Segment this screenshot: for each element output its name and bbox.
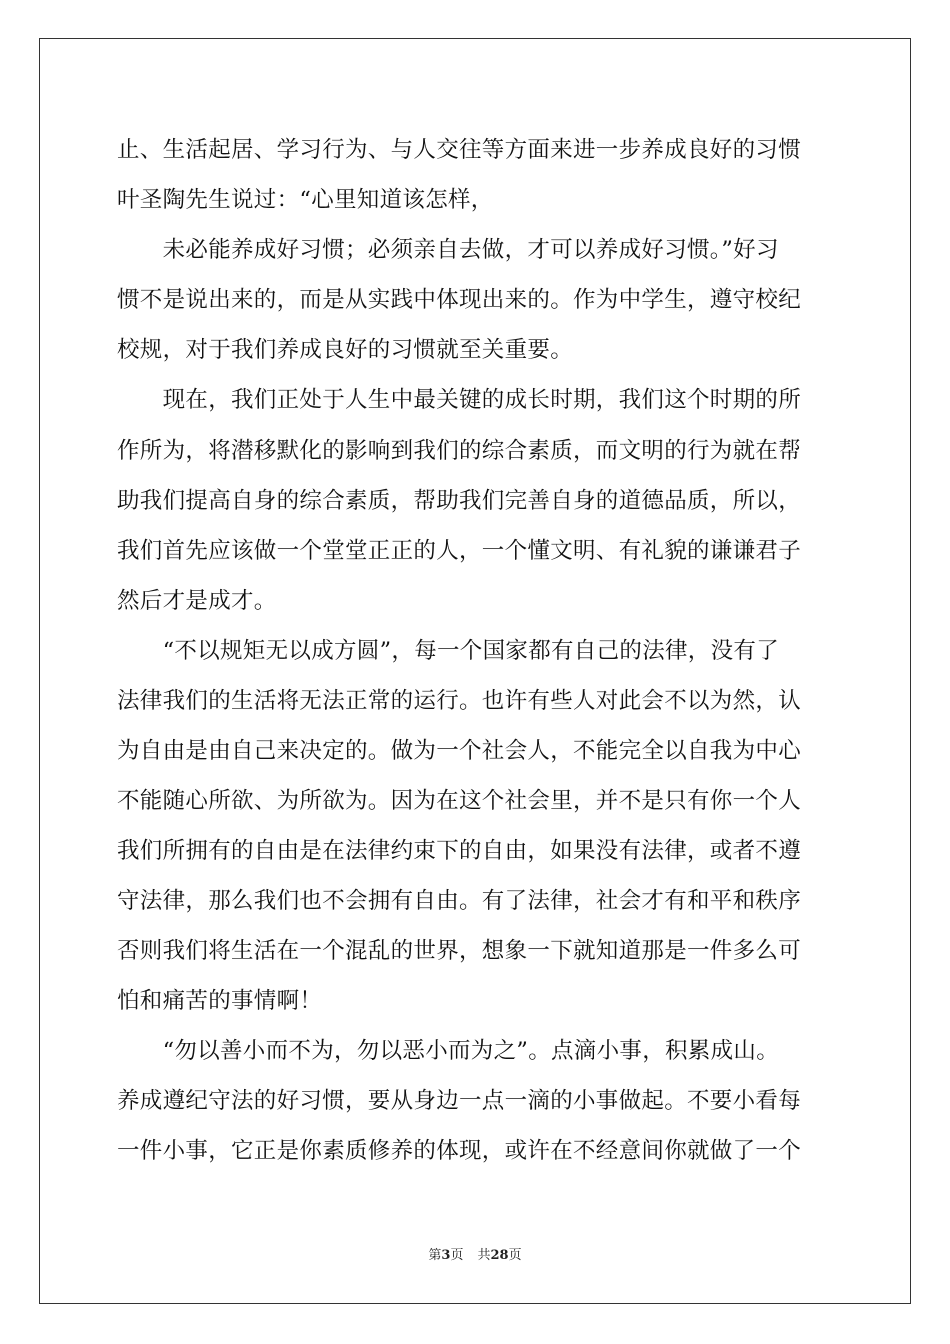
body-line: 现在，我们正处于人生中最关键的成长时期，我们这个时期的所 [117,387,802,413]
body-line: 守法律，那么我们也不会拥有自由。有了法律，社会才有和平和秩序 [117,888,802,914]
page-prefix: 第 [428,1248,442,1263]
body-line: “勿以善小而不为，勿以恶小而为之”。点滴小事，积累成山。 [117,1038,780,1064]
body-line: 叶圣陶先生说过：“心里知道该怎样， [117,187,494,213]
body-line: 否则我们将生活在一个混乱的世界，想象一下就知道那是一件多么可 [117,938,802,964]
body-line: 助我们提高自身的综合素质，帮助我们完善自身的道德品质，所以， [117,488,802,514]
body-line: 我们首先应该做一个堂堂正正的人，一个懂文明、有礼貌的谦谦君子 [117,538,802,564]
body-line: 怕和痛苦的事情啊！ [117,988,323,1014]
body-line: 校规，对于我们养成良好的习惯就至关重要。 [117,337,574,363]
body-line: 作所为，将潜移默化的影响到我们的综合素质，而文明的行为就在帮 [117,438,802,464]
body-line: 惯不是说出来的，而是从实践中体现出来的。作为中学生，遵守校纪 [117,287,802,313]
total-pages: 28 [490,1248,509,1263]
body-line: 养成遵纪守法的好习惯，要从身边一点一滴的小事做起。不要小看每 [117,1088,802,1114]
page-number: 3 [441,1248,451,1263]
body-line: 为自由是由自己来决定的。做为一个社会人，不能完全以自我为中心 [117,738,802,764]
body-line: 然后才是成才。 [117,588,277,614]
page-footer [0,1247,950,1265]
body-line: 未必能养成好习惯；必须亲自去做，才可以养成好习惯。”好习 [117,237,779,263]
body-line: 不能随心所欲、为所欲为。因为在这个社会里，并不是只有你一个人 [117,788,802,814]
total-suffix: 页 [508,1248,522,1263]
body-line: 法律我们的生活将无法正常的运行。也许有些人对此会不以为然，认 [117,688,802,714]
total-prefix: 共 [477,1248,491,1263]
body-line: 止、生活起居、学习行为、与人交往等方面来进一步养成良好的习惯 [117,137,802,163]
body-line: “不以规矩无以成方圆”，每一个国家都有自己的法律，没有了 [117,638,780,664]
body-line: 一件小事，它正是你素质修养的体现，或许在不经意间你就做了一个 [117,1138,802,1164]
body-line: 我们所拥有的自由是在法律约束下的自由，如果没有法律，或者不遵 [117,838,802,864]
page-suffix: 页 [450,1248,464,1263]
